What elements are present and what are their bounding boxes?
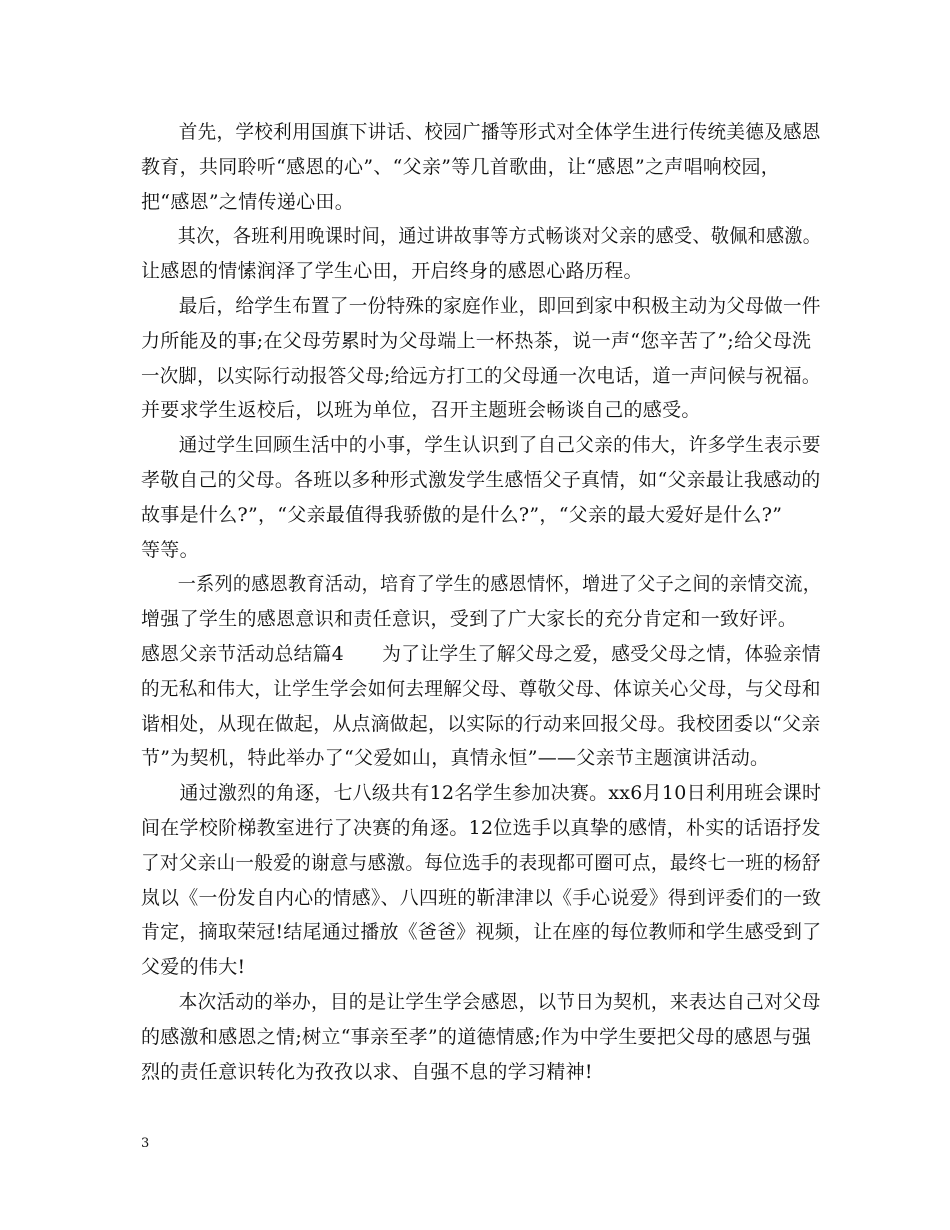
text-line: 肯定，摘取荣冠!结尾通过播放《爸爸》视频，让在座的每位教师和学生感受到了 [141, 921, 822, 944]
text-line: 最后，给学生布置了一份特殊的家庭作业，即回到家中积极主动为父母做一件 [141, 295, 821, 317]
text-line: 谐相处，从现在做起，从点滴做起，以实际的行动来回报父母。我校团委以“父亲 [141, 712, 821, 735]
text-line: 的感激和感恩之情;树立“事亲至孝”的道德情感;作为中学生要把父母的感恩与强 [141, 1025, 812, 1048]
text-line: 教育，共同聆听“感恩的心”、“父亲”等几首歌曲，让“感恩”之声唱响校园， [141, 155, 781, 178]
text-line: 感恩父亲节活动总结篇4 为了让学生了解父母之爱，感受父母之情，体验亲情 [141, 643, 821, 665]
text-line: 等等。 [141, 538, 199, 561]
text-line: 孝敬自己的父母。各班以多种形式激发学生感悟父子真情，如“父亲最让我感动的 [141, 469, 821, 491]
text-line: 父爱的伟大! [141, 956, 246, 979]
text-line: 间在学校阶梯教室进行了决赛的角逐。12位选手以真挚的感情，朴实的话语抒发 [141, 817, 821, 839]
text-line: 了对父亲山一般爱的谢意与感激。每位选手的表现都可圈可点，最终七一班的杨舒 [141, 851, 821, 874]
page-number: 3 [141, 1136, 150, 1151]
text-line: 让感恩的情愫润泽了学生心田，开启终身的感恩心路历程。 [141, 260, 643, 283]
text-line: 节”为契机，特此举办了“父爱如山，真情永恒”——父亲节主题演讲活动。 [141, 747, 770, 770]
text-line: 岚以《一份发自内心的情感》、八四班的靳津津以《手心说爱》得到评委们的一致 [141, 886, 822, 909]
text-line: 本次活动的举办，目的是让学生学会感恩，以节日为契机，来表达自己对父母 [141, 991, 821, 1013]
text-line: 把“感恩”之情传递心田。 [141, 190, 355, 213]
text-line: 故事是什么?”，“父亲最值得我骄傲的是什么?”，“父亲的最大爱好是什么?” [141, 503, 783, 526]
text-line: 一次脚，以实际行动报答父母;给远方打工的父母通一次电话，道一声问候与祝福。 [141, 364, 821, 387]
text-line: 通过学生回顾生活中的小事，学生认识到了自己父亲的伟大，许多学生表示要 [141, 434, 821, 457]
text-line: 力所能及的事;在父母劳累时为父母端上一杯热茶，说一声“您辛苦了”;给父母洗 [141, 329, 812, 352]
text-line: 增强了学生的感恩意识和责任意识，受到了广大家长的充分肯定和一致好评。 [141, 608, 798, 631]
text-line: 首先，学校利用国旗下讲话、校园广播等形式对全体学生进行传统美德及感恩 [141, 121, 821, 143]
text-line: 并要求学生返校后，以班为单位，召开主题班会畅谈自己的感受。 [141, 399, 701, 422]
text-line: 的无私和伟大，让学生学会如何去理解父母、尊敬父母、体谅关心父母，与父母和 [141, 677, 821, 700]
text-line: 其次，各班利用晚课时间，通过讲故事等方式畅谈对父亲的感受、敬佩和感激。 [141, 225, 822, 248]
text-line: 一系列的感恩教育活动，培育了学生的感恩情怀，增进了父子之间的亲情交流， [141, 573, 822, 596]
text-line: 通过激烈的角逐，七八级共有12名学生参加决赛。xx6月10日利用班会课时 [141, 782, 822, 805]
text-line: 烈的责任意识转化为孜孜以求、自强不息的学习精神! [141, 1060, 593, 1083]
